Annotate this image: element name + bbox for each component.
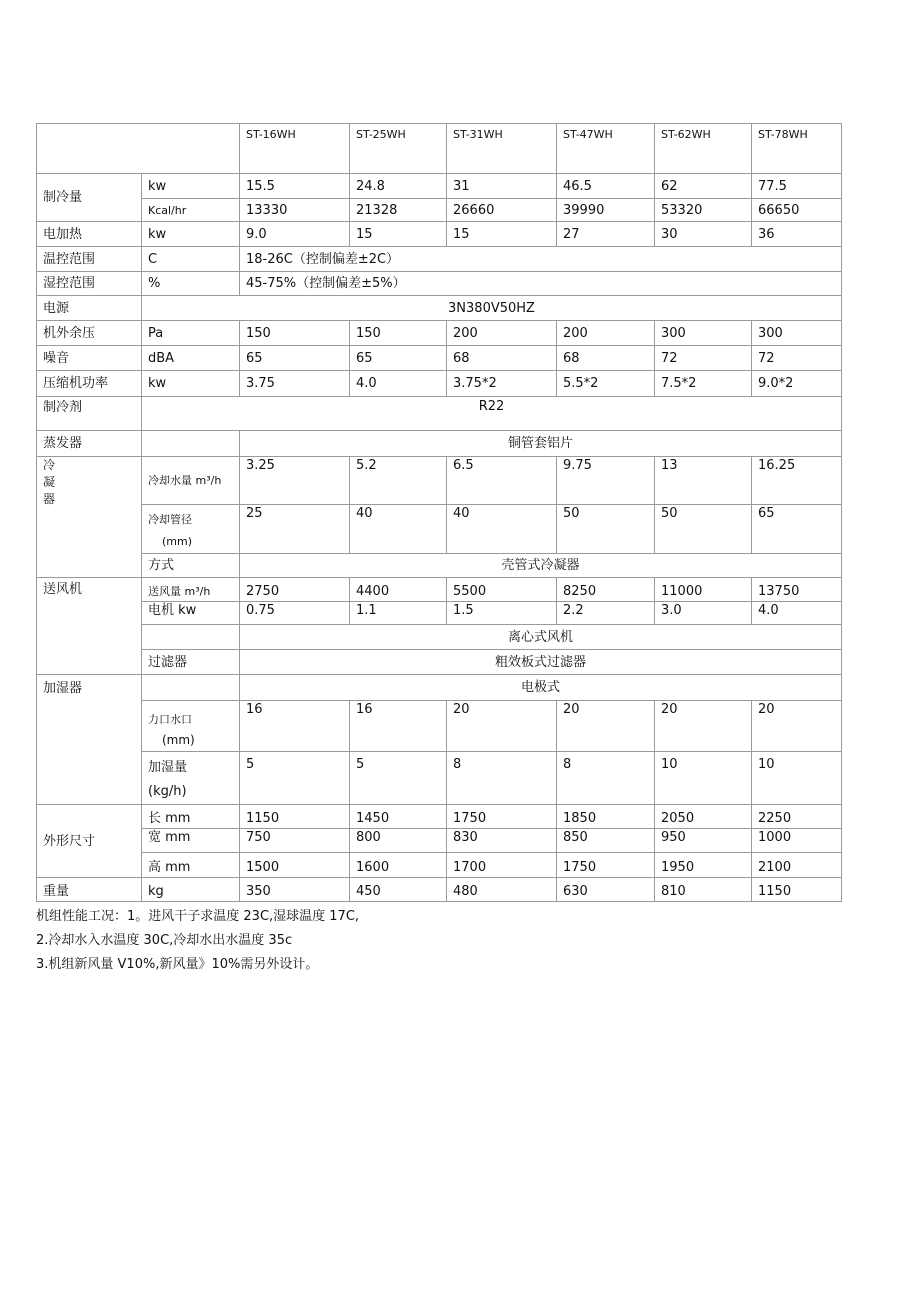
- value-cell: 150: [350, 321, 447, 346]
- value-cell: 15: [447, 222, 557, 247]
- value-cell: 200: [447, 321, 557, 346]
- value-cell: 2.2: [557, 602, 655, 625]
- condenser-type-row: [37, 554, 842, 578]
- amount-unit: (kg/h): [148, 784, 187, 799]
- note-line: 2.冷却水入水温度 30C,冷却水出水温度 35c: [36, 933, 293, 948]
- value-cell: 1450: [350, 805, 447, 829]
- value-cell: 13330: [240, 199, 350, 222]
- value-cell: 25: [240, 505, 350, 554]
- heater-label: 电加热: [37, 222, 142, 247]
- hum-range-row: [37, 272, 842, 296]
- value-cell: 66650: [752, 199, 842, 222]
- value-cell: 72: [752, 346, 842, 371]
- static-pressure-row: [37, 321, 842, 346]
- compressor-label: 压缩机功率: [37, 371, 142, 397]
- height-row: [37, 853, 842, 878]
- condenser-type-label: 方式: [142, 554, 240, 578]
- empty-cell: [142, 675, 240, 701]
- value-cell: 46.5: [557, 174, 655, 199]
- refrigerant-label: 制冷剂: [37, 397, 142, 431]
- value-cell: 1.5: [447, 602, 557, 625]
- value-cell: 26660: [447, 199, 557, 222]
- value-cell: 750: [240, 829, 350, 853]
- evaporator-row: [37, 431, 842, 457]
- value-cell: 20: [557, 701, 655, 752]
- value-cell: 2250: [752, 805, 842, 829]
- value-cell: 40: [350, 505, 447, 554]
- value-cell: 1700: [447, 853, 557, 878]
- fan-label: 送风机: [37, 578, 142, 675]
- model-header: ST-47WH: [557, 124, 655, 174]
- static-pressure-label: 机外余压: [37, 321, 142, 346]
- length-label: 长 mm: [142, 805, 240, 829]
- power-row: [37, 296, 842, 321]
- value-cell: 36: [752, 222, 842, 247]
- value-cell: 77.5: [752, 174, 842, 199]
- empty-cell: [142, 625, 240, 650]
- value-cell: 9.0*2: [752, 371, 842, 397]
- unit-cell: C: [142, 247, 240, 272]
- cooling-kcal-row: [37, 199, 842, 222]
- amount-label-text: 加湿量: [148, 760, 188, 775]
- fan-type-row: [37, 625, 842, 650]
- filter-label: 过滤器: [142, 650, 240, 675]
- condenser-label-char: 器: [43, 492, 56, 506]
- value-cell: 630: [557, 878, 655, 902]
- cooling-label: 制冷量: [37, 174, 142, 222]
- width-row: [37, 829, 842, 853]
- humidifier-type-value: 电极式: [240, 675, 842, 701]
- pipe-unit: (mm): [162, 535, 193, 548]
- value-cell: 15.5: [240, 174, 350, 199]
- value-cell: 4400: [350, 578, 447, 602]
- hum-range-label: 湿控范围: [37, 272, 142, 296]
- weight-row: [37, 878, 842, 902]
- value-cell: 150: [240, 321, 350, 346]
- value-cell: 16: [350, 701, 447, 752]
- value-cell: 850: [557, 829, 655, 853]
- unit-cell: Pa: [142, 321, 240, 346]
- value-cell: 6.5: [447, 457, 557, 505]
- condenser-water-row: [37, 457, 842, 505]
- value-cell: 20: [655, 701, 752, 752]
- value-cell: 16: [240, 701, 350, 752]
- value-cell: 53320: [655, 199, 752, 222]
- value-cell: 450: [350, 878, 447, 902]
- value-cell: 3.25: [240, 457, 350, 505]
- value-cell: 300: [655, 321, 752, 346]
- temp-range-row: [37, 247, 842, 272]
- motor-label: 电机 kw: [142, 602, 240, 625]
- value-cell: 3.75: [240, 371, 350, 397]
- refrigerant-row: [37, 397, 842, 431]
- filter-value: 粗效板式过滤器: [240, 650, 842, 675]
- value-cell: 0.75: [240, 602, 350, 625]
- fan-airflow-row: [37, 578, 842, 602]
- condenser-pipe-row: [37, 505, 842, 554]
- noise-label: 噪音: [37, 346, 142, 371]
- power-value: 3N380V50HZ: [142, 296, 842, 321]
- value-cell: 13: [655, 457, 752, 505]
- value-cell: 1500: [240, 853, 350, 878]
- temp-range-value: 18-26C（控制偏差±2C）: [240, 247, 842, 272]
- value-cell: 72: [655, 346, 752, 371]
- model-header: ST-78WH: [752, 124, 842, 174]
- value-cell: 810: [655, 878, 752, 902]
- condenser-label-char: 凝: [43, 475, 56, 489]
- airflow-label: 送风量 m³/h: [142, 578, 240, 602]
- unit-cell: kg: [142, 878, 240, 902]
- value-cell: 5: [350, 752, 447, 805]
- hum-range-value: 45-75%（控制偏差±5%）: [240, 272, 842, 296]
- value-cell: 8: [557, 752, 655, 805]
- header-blank: [37, 124, 240, 174]
- value-cell: 24.8: [350, 174, 447, 199]
- cooling-kw-row: [37, 174, 842, 199]
- value-cell: 8: [447, 752, 557, 805]
- value-cell: 9.0: [240, 222, 350, 247]
- power-label: 电源: [37, 296, 142, 321]
- humidifier-label: 加湿器: [37, 675, 142, 805]
- value-cell: 300: [752, 321, 842, 346]
- weight-label: 重量: [37, 878, 142, 902]
- value-cell: 50: [655, 505, 752, 554]
- pipe-label: [142, 505, 240, 554]
- value-cell: 2050: [655, 805, 752, 829]
- value-cell: 10: [655, 752, 752, 805]
- value-cell: 5: [240, 752, 350, 805]
- value-cell: 4.0: [350, 371, 447, 397]
- value-cell: 40: [447, 505, 557, 554]
- water-flow-label: 冷却水量 m³/h: [142, 457, 240, 505]
- value-cell: 5.5*2: [557, 371, 655, 397]
- value-cell: 7.5*2: [655, 371, 752, 397]
- condenser-type-value: 壳管式冷凝器: [240, 554, 842, 578]
- length-row: [37, 805, 842, 829]
- value-cell: 3.75*2: [447, 371, 557, 397]
- value-cell: 2750: [240, 578, 350, 602]
- value-cell: 30: [655, 222, 752, 247]
- note-line: 机组性能工况：1。进风干子求温度 23C,湿球温度 17C,: [36, 909, 360, 924]
- value-cell: 16.25: [752, 457, 842, 505]
- width-label: 宽 mm: [142, 829, 240, 853]
- value-cell: 5.2: [350, 457, 447, 505]
- value-cell: 950: [655, 829, 752, 853]
- value-cell: 68: [557, 346, 655, 371]
- value-cell: 9.75: [557, 457, 655, 505]
- inlet-label: [142, 701, 240, 752]
- value-cell: 1600: [350, 853, 447, 878]
- value-cell: 1150: [752, 878, 842, 902]
- temp-range-label: 温控范围: [37, 247, 142, 272]
- model-header: ST-31WH: [447, 124, 557, 174]
- value-cell: 11000: [655, 578, 752, 602]
- condenser-label-char: 冷: [43, 458, 56, 472]
- condenser-label: [37, 457, 142, 578]
- model-header: ST-25WH: [350, 124, 447, 174]
- spec-table: [36, 123, 842, 902]
- compressor-row: [37, 371, 842, 397]
- unit-cell: kw: [142, 371, 240, 397]
- value-cell: 65: [240, 346, 350, 371]
- value-cell: 20: [752, 701, 842, 752]
- value-cell: 65: [752, 505, 842, 554]
- value-cell: 800: [350, 829, 447, 853]
- value-cell: 20: [447, 701, 557, 752]
- value-cell: 4.0: [752, 602, 842, 625]
- note-line: 3.机组新风量 V10%,新风量》10%需另外设计。: [36, 957, 319, 972]
- dimensions-label: 外形尺寸: [37, 805, 142, 878]
- value-cell: 62: [655, 174, 752, 199]
- unit-cell: kw: [142, 174, 240, 199]
- value-cell: 13750: [752, 578, 842, 602]
- header-row: [37, 124, 842, 174]
- value-cell: 15: [350, 222, 447, 247]
- inlet-label-text: 力口水口: [148, 713, 192, 726]
- value-cell: 1750: [557, 853, 655, 878]
- value-cell: 50: [557, 505, 655, 554]
- height-label: 高 mm: [142, 853, 240, 878]
- value-cell: 8250: [557, 578, 655, 602]
- unit-cell: %: [142, 272, 240, 296]
- value-cell: 350: [240, 878, 350, 902]
- value-cell: 2100: [752, 853, 842, 878]
- unit-cell: Kcal/hr: [142, 199, 240, 222]
- value-cell: 31: [447, 174, 557, 199]
- value-cell: 65: [350, 346, 447, 371]
- model-header: ST-62WH: [655, 124, 752, 174]
- value-cell: 21328: [350, 199, 447, 222]
- value-cell: 5500: [447, 578, 557, 602]
- inlet-unit: (mm): [162, 733, 195, 747]
- amount-label: [142, 752, 240, 805]
- filter-row: [37, 650, 842, 675]
- value-cell: 1850: [557, 805, 655, 829]
- value-cell: 830: [447, 829, 557, 853]
- heater-row: [37, 222, 842, 247]
- value-cell: 480: [447, 878, 557, 902]
- notes: [36, 905, 359, 977]
- humidifier-amount-row: [37, 752, 842, 805]
- fan-motor-row: [37, 602, 842, 625]
- value-cell: 27: [557, 222, 655, 247]
- evaporator-value: 铜管套铝片: [240, 431, 842, 457]
- pipe-label-text: 冷却管径: [148, 513, 192, 526]
- value-cell: 10: [752, 752, 842, 805]
- value-cell: 1950: [655, 853, 752, 878]
- humidifier-inlet-row: [37, 701, 842, 752]
- value-cell: 1.1: [350, 602, 447, 625]
- value-cell: 1000: [752, 829, 842, 853]
- value-cell: 39990: [557, 199, 655, 222]
- value-cell: 1750: [447, 805, 557, 829]
- evaporator-label: 蒸发器: [37, 431, 142, 457]
- value-cell: 200: [557, 321, 655, 346]
- noise-row: [37, 346, 842, 371]
- refrigerant-value: R22: [142, 397, 842, 431]
- unit-cell: kw: [142, 222, 240, 247]
- value-cell: 68: [447, 346, 557, 371]
- unit-cell: dBA: [142, 346, 240, 371]
- humidifier-type-row: [37, 675, 842, 701]
- value-cell: 3.0: [655, 602, 752, 625]
- model-header: ST-16WH: [240, 124, 350, 174]
- fan-type-value: 离心式风机: [240, 625, 842, 650]
- value-cell: 1150: [240, 805, 350, 829]
- empty-cell: [142, 431, 240, 457]
